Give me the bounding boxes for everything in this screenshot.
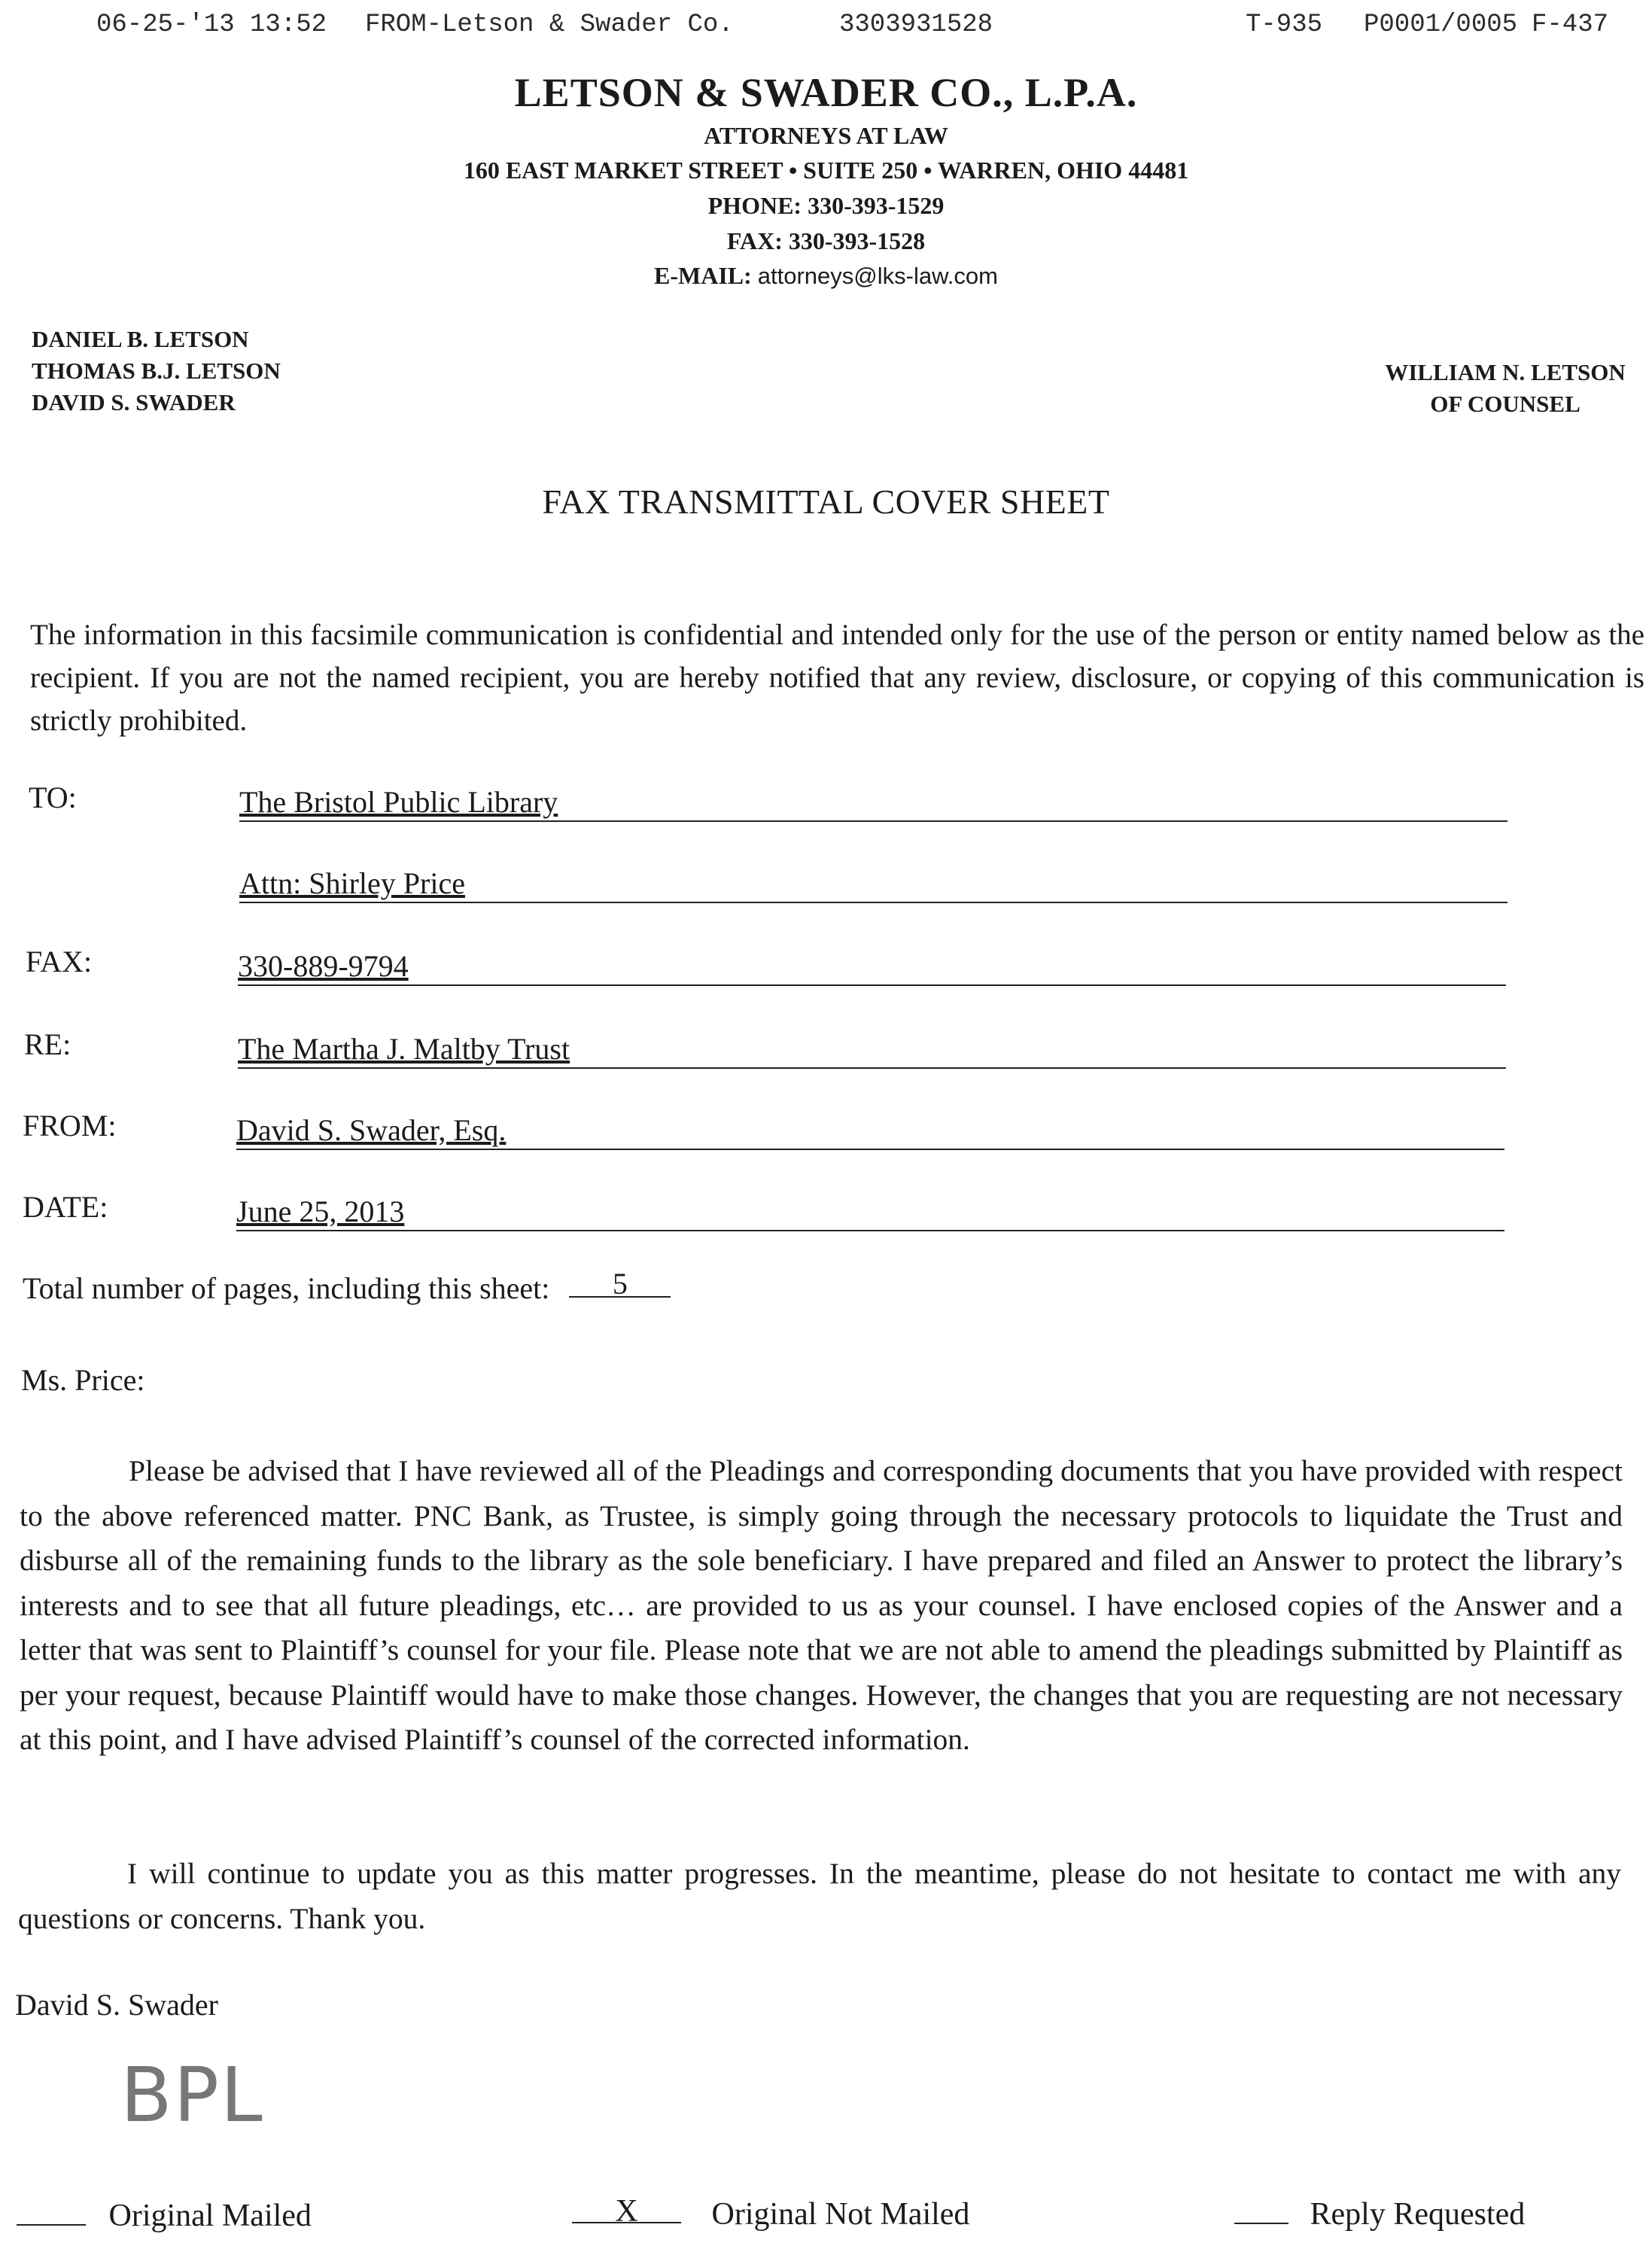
- attn-field: [239, 863, 1507, 903]
- reply-requested-option[interactable]: [1234, 2196, 1525, 2232]
- firm-phone: PHONE: 330-393-1529: [707, 192, 945, 219]
- fax-header-page: P0001/0005: [1364, 11, 1518, 39]
- attorney-name: DAVID S. SWADER: [32, 389, 236, 415]
- fax-label: FAX:: [26, 945, 93, 978]
- firm-name: LETSON & SWADER CO., L.P.A.: [514, 70, 1138, 115]
- fax-field: [238, 945, 1506, 986]
- original-not-mailed-mark: X: [615, 2194, 638, 2229]
- date-field: [236, 1191, 1504, 1231]
- firm-fax: FAX: 330-393-1528: [726, 227, 926, 254]
- re-value: The Martha J. Maltby Trust: [238, 1032, 570, 1066]
- fax-header-number: 3303931528: [839, 11, 993, 39]
- original-not-mailed-blank[interactable]: [572, 2194, 681, 2229]
- email-label: E-MAIL:: [654, 262, 752, 289]
- original-not-mailed-label: Original Not Mailed: [711, 2197, 970, 2232]
- firm-subtitle: ATTORNEYS AT LAW: [704, 122, 948, 149]
- fax-header-code: F-437: [1532, 11, 1609, 39]
- to-field: [239, 781, 1507, 822]
- firm-address: 160 EAST MARKET STREET • SUITE 250 • WARREN, OHIO 44481: [463, 157, 1189, 184]
- reply-requested-label: Reply Requested: [1310, 2197, 1526, 2232]
- to-label: TO:: [29, 781, 77, 814]
- attn-value: Attn: Shirley Price: [239, 866, 465, 900]
- date-label: DATE:: [23, 1190, 108, 1224]
- letter-paragraph-1: Please be advised that I have reviewed all of the Pleadings and corresponding documents that you have provided with respect to the above referenced matter. PNC Bank, as Trustee, is simply going through the necessary protocols to liquidate the Trust and disburse all of the remaining funds to the library as the sole beneficiary. I have prepared and filed an Answer to protect the library’s interests and to see that all future pleadings, etc… are provided to us as your counsel. I have enclosed copies of the Answer and a letter that was sent to Plaintiff’s counsel for your file. Please note that we are not able to amend the pleadings submitted by Plaintiff as per your request, because Plaintiff would have to make those changes. However, the changes that you are requesting are not necessary at this point, and I have advised Plaintiff’s counsel of the corrected information.: [20, 1454, 1623, 1756]
- original-mailed-option[interactable]: [17, 2198, 312, 2234]
- fax-value: 330-889-9794: [238, 949, 409, 983]
- original-not-mailed-option[interactable]: [572, 2196, 969, 2232]
- to-value: The Bristol Public Library: [239, 785, 558, 819]
- attorneys-left: [32, 324, 281, 418]
- of-counsel-title: OF COUNSEL: [1430, 391, 1581, 417]
- from-value: David S. Swader, Esq.: [236, 1113, 507, 1147]
- document-title: FAX TRANSMITTAL COVER SHEET: [542, 482, 1110, 521]
- from-label: FROM:: [23, 1109, 117, 1143]
- fax-header-job: T-935: [1246, 11, 1323, 39]
- signature-name: David S. Swader: [15, 1988, 218, 2022]
- salutation: Ms. Price:: [21, 1363, 145, 1397]
- fax-header-from: FROM-Letson & Swader Co.: [365, 11, 734, 39]
- date-value: June 25, 2013: [236, 1194, 405, 1228]
- email-address[interactable]: attorneys@lks-law.com: [757, 263, 998, 289]
- attorney-name: THOMAS B.J. LETSON: [32, 358, 281, 384]
- fax-header-datetime: 06-25-'13 13:52: [96, 11, 327, 39]
- attorney-name: DANIEL B. LETSON: [32, 326, 249, 352]
- attorneys-right: [1358, 357, 1652, 420]
- total-pages-blank: [569, 1267, 671, 1301]
- confidentiality-notice: The information in this facsimile communication is confidential and intended only for the use of the person or entity named below as the recipient. If you are not the named recipient, you are hereby notified that any review, disclosure, or copying of this communication is strictly prohibited.: [30, 619, 1644, 737]
- reply-requested-blank[interactable]: [1234, 2197, 1288, 2224]
- of-counsel-name: WILLIAM N. LETSON: [1385, 359, 1626, 385]
- total-pages-label: Total number of pages, including this sheet:: [23, 1271, 550, 1305]
- letter-paragraph-2: I will continue to update you as this matter progresses. In the meantime, please do not hesitate to contact me with any questions or concerns. Thank you.: [18, 1857, 1621, 1935]
- bpl-stamp: BPL: [120, 2051, 264, 2139]
- total-pages-value: 5: [612, 1267, 628, 1301]
- total-pages-line: [23, 1267, 671, 1306]
- from-field: [236, 1109, 1504, 1150]
- firm-email-line: [0, 262, 1652, 290]
- original-mailed-blank[interactable]: [17, 2199, 86, 2226]
- original-mailed-label: Original Mailed: [108, 2199, 312, 2233]
- re-field: [238, 1028, 1506, 1069]
- re-label: RE:: [24, 1027, 71, 1061]
